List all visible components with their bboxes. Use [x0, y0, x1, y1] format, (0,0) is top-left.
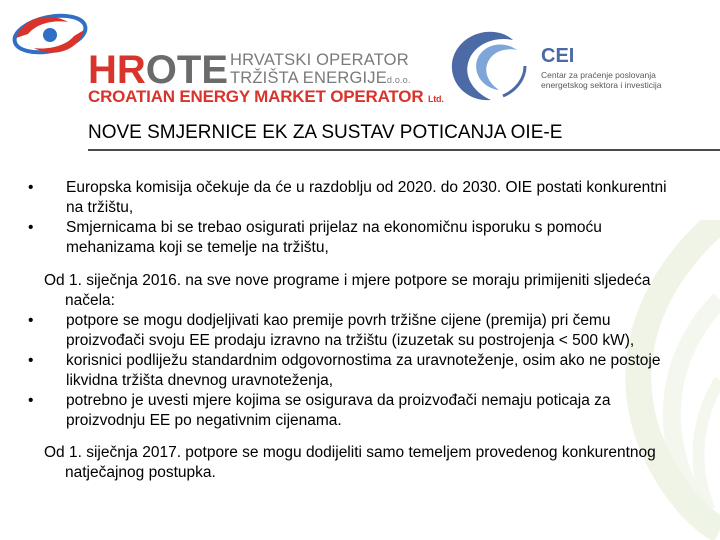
hrote-wordmark-ote: OTE: [145, 48, 229, 92]
list-item-text: korisnici podliježu standardnim odgovornostima za uravnoteženje, osim ako ne postoje likvidna tržišta dnevnog uravnoteženja,: [66, 352, 661, 389]
paragraph-2016: Od 1. siječnja 2016. na sve nove programe i mjere potpore se moraju primijeniti sljedeća načela:: [44, 272, 651, 309]
list-item: [28, 178, 688, 218]
cei-subtitle-line1: Centar za praćenje poslovanja: [541, 70, 656, 80]
hrote-name-line1: HRVATSKI OPERATOR: [230, 51, 409, 69]
cei-subtitle-line2: energetskog sektora i investicija: [541, 80, 662, 90]
principles-bullet-list: [28, 311, 688, 431]
hrote-croatian-name: [230, 51, 411, 89]
list-item: [28, 218, 688, 258]
hrote-english-name: [88, 88, 444, 108]
slide-body: [28, 178, 688, 483]
title-underline-divider: [88, 149, 720, 151]
bullet-icon: •: [28, 219, 34, 236]
list-item-text: Smjernicama bi se trebao osigurati prijelaz na ekonomičnu isporuku s pomoću mehanizama koji se temelje na tržištu,: [66, 219, 602, 256]
hrote-suffix-doo: d.o.o.: [386, 75, 411, 85]
hrote-english-text: CROATIAN ENERGY MARKET OPERATOR: [88, 87, 424, 106]
cei-logo-subtitle: [541, 70, 681, 90]
intro-bullet-list: [28, 178, 688, 258]
bullet-icon: •: [28, 312, 34, 329]
hrote-logo-icon: [10, 12, 90, 62]
list-item-text: Europska komisija očekuje da će u razdoblju od 2020. do 2030. OIE postati konkurentni na tržištu,: [66, 179, 667, 216]
list-item-text: potrebno je uvesti mjere kojima se osigurava da proizvođači nemaju poticaja za proizvodnju EE po negativnim cijenama.: [66, 392, 611, 429]
paragraph-2017: Od 1. siječnja 2017. potpore se mogu dodijeliti samo temeljem provedenog konkurentnog natječajnog postupka.: [44, 444, 656, 481]
cei-logo-name: CEI: [541, 45, 575, 67]
cei-logo-icon: [443, 26, 533, 106]
bullet-icon: •: [28, 392, 34, 409]
hrote-name-line2-row: [230, 69, 411, 89]
slide-title: NOVE SMJERNICE EK ZA SUSTAV POTICANJA OIE-E: [88, 122, 563, 143]
hrote-name-line2: TRŽIŠTA ENERGIJE: [230, 69, 387, 87]
list-item: [28, 351, 688, 391]
bullet-icon: •: [28, 352, 34, 369]
hrote-wordmark-hr: HR: [88, 48, 146, 92]
hrote-wordmark: [88, 50, 228, 90]
list-item-text: potpore se mogu dodjeljivati kao premije povrh tržišne cijene (premija) pri čemu proizvođači svoju EE prodaju izravno na tržištu (izuzetak su postrojenja < 500 kW),: [66, 312, 635, 349]
list-item: [28, 391, 688, 431]
hrote-suffix-ltd: Ltd.: [427, 94, 444, 104]
bullet-icon: •: [28, 179, 34, 196]
list-item: [28, 311, 688, 351]
